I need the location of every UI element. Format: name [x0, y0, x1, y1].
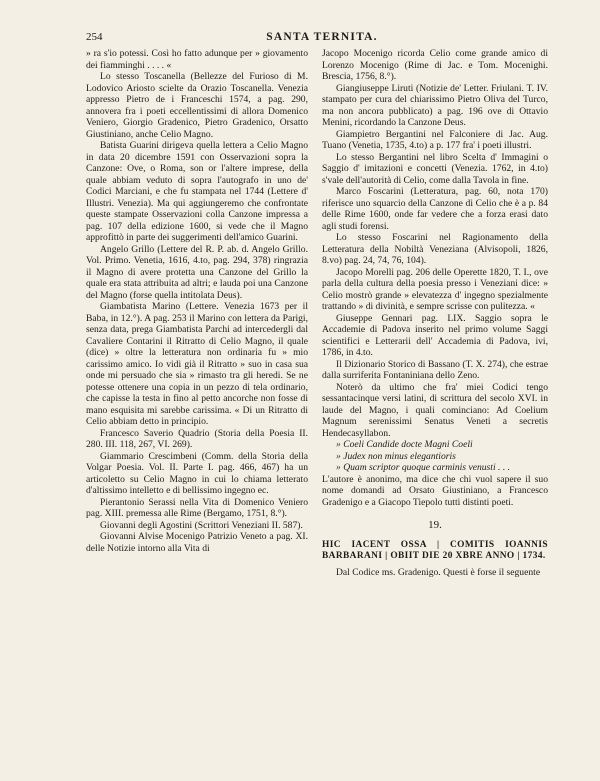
paragraph: Jacopo Mocenigo ricorda Celio come grande amico di Lorenzo Mocenigo (Rime di Jac. e Tom. Mocenighi. Brescia, 1756, 8.°).	[322, 48, 548, 82]
paragraph: Pierantonio Serassi nella Vita di Domenico Veniero pag. XIII. premessa alle Rime (Bergamo, 1751, 8.°).	[86, 496, 308, 519]
paragraph: L'autore è anonimo, ma dice che chi vuol sapere il suo nome domandi ad Orsato Giustiniano, a Francesco Gradenigo e a Giacopo Tiepolo tutti distinti poeti.	[322, 473, 548, 508]
left-column	[86, 48, 308, 554]
section-number: 19.	[428, 519, 442, 531]
paragraph: Giambatista Marino (Lettere. Venezia 1673 per il Baba, in 12.°). A pag. 253 il Marino con lettera da Parigi, senza data, prega Giambatista Parchi ad intercedergli dal Cavaliere Contarini il Ritratto di Celio Magno, il quale (dice) » oltre la letteratura non ordinaria fu » mio carissimo amico. Io vidi già il Ritratto » suo in casa sua onde mi persuado che sia » rimasto tra gli heredi. Se ne potesse ottenere una copia in un pezzo di tela ordinario, che capisse la testa in fino al petto ancorche non fosse di mano esquisita mi sarebbe carissima. « Di un Ritratto di Celio abbiam detto in principio.	[86, 301, 308, 427]
paragraph: » ra s'io potessi. Così ho fatto adunque per » giovamento dei fiamminghi . . . . «	[86, 48, 308, 71]
paragraph: Lo stesso Bergantini nel libro Scelta d' Immagini o Saggio d' imitazioni e concetti (Venezia. 1762, in 4.to) s'vale dell'autorità di Celio, come dalla Tavola in fine.	[322, 151, 548, 186]
verse-line: » Coeli Candide docte Magni Coeli	[336, 439, 473, 450]
paragraph: Lo stesso Foscarini nel Ragionamento della Letteratura della Nobiltà Veneziana (Alvisopoli, 1826, 8.vo) pag. 24, 74, 76, 104).	[322, 232, 548, 266]
paragraph: Giangiuseppe Liruti (Notizie de' Letter. Friulani. T. IV. stampato per cura del chiarissimo Pietro Oliva del Turco, ma non ancora pubblicato) a pag. 196 ove di Ottavio Menini, ricordando la Canzone Deus.	[322, 82, 548, 128]
paragraph: Jacopo Morelli pag. 206 delle Operette 1820, T. I., ove parla della cultura della poesia presso i Veneziani dice: » Celio mostrò grande » elevatezza d' ingegno spezialmente trattando » di divinità, e sempre scrisse con pulitezza. «	[322, 266, 548, 312]
paragraph: Batista Guarini dirigeva quella lettera a Celio Magno in data 20 dicembre 1591 con Osservazioni sopra la Canzone: Ove, o Roma, son or l'altere imprese, della quale abbiam veduto di sopra l'autografo in uno de' Codici Marciani, e che fu stampata nel 1744 (Lettere d' Illustri. Venezia). Ma qui aggiungeremo che confrontate queste stampate Osservazioni colla Canzone impressa a pag. 107 della edizione 1600, si vede che il Magno approfittò in parte dei suggerimenti dell'amico Guarini.	[86, 140, 308, 243]
running-title: SANTA TERNITA.	[266, 31, 378, 43]
page-header	[86, 31, 558, 47]
page-number: 254	[86, 31, 103, 43]
paragraph: Giovanni Alvise Mocenigo Patrizio Veneto a pag. XI. delle Notizie intorno alla Vita di	[86, 531, 308, 554]
paragraph: Marco Foscarini (Letteratura, pag. 60, nota 170) riferisce uno squarcio della Canzone di Celio che è a p. 84 delle Rime 1600, onde far vedere che a forza erasi dato agli studi forensi.	[322, 186, 548, 232]
epitaph: HIC IACENT OSSA | COMITIS IOANNIS BARBARANI | OBIIT DIE 20 XBRE ANNO | 1734.	[322, 539, 548, 561]
paragraph: Il Dizionario Storico di Bassano (T. X. 274), che estrae dalla surriferita Fontaniniana dello Zeno.	[322, 358, 548, 381]
verse-line: » Judex non minus elegantioris	[336, 450, 456, 462]
paragraph: Giovanni degli Agostini (Scrittori Veneziani II. 587).	[100, 519, 303, 531]
paragraph: Lo stesso Toscanella (Bellezze del Furioso di M. Lodovico Ariosto scielte da Orazio Toscanella. Venezia appresso Pietro de i Franceschi 1574, a pag. 290, annovera fra i poeti eccellentissimi di allora Domenico Veniero, Giorgio Gradenico, Pietro Gradenico, Orsatto Giustiniano, anche Celio Magno.	[86, 71, 308, 140]
paragraph: Giammario Crescimbeni (Comm. della Storia della Volgar Poesia. Vol. II. Parte I. pag. 466, 467) ha un articoletto su Celio Magno in cui lo chiama letterato d'altissimo intelletto e di bellissimo ingegno ec.	[86, 450, 308, 496]
paragraph: Francesco Saverio Quadrio (Storia della Poesia II. 280. III. 118, 267, VI. 269).	[86, 427, 308, 450]
verse-line: » Quam scriptor quoque carminis venusti . . .	[336, 462, 511, 473]
closing-paragraph: Dal Codice ms. Gradenigo. Questi è forse il seguente	[336, 566, 541, 578]
paragraph: Angelo Grillo (Lettere del R. P. ab. d. Angelo Grillo. Vol. Primo. Venetia, 1616, 4.to, pag. 294, 378) ringrazia il Magno di avere protetta una Canzone del Grillo la quale era stata attribuita ad altri; e lauda poi una Canzone del Magno (forse quella intitolata Deus).	[86, 243, 308, 301]
right-column	[322, 48, 548, 578]
paragraph: Giuseppe Gennari pag. LIX. Saggio sopra le Accademie di Padova inserito nel primo volume Saggi scientifici e Letterarii dell' Accademia di Padova, ivi, 1786, in 4.to.	[322, 312, 548, 358]
paragraph: Noterò da ultimo che fra' miei Codici tengo sessantacinque versi latini, di scrittura del secolo XVI. in laude del Magno, i quali cominciano: Ad Coelium Magnum serenissimi Senatus Veneti a secretis Hendecasyllabon.	[322, 381, 548, 439]
paragraph: Giampietro Bergantini nel Falconiere di Jac. Aug. Tuano (Venetia, 1735, 4.to) a p. 177 fra' i poeti illustri.	[322, 128, 548, 151]
